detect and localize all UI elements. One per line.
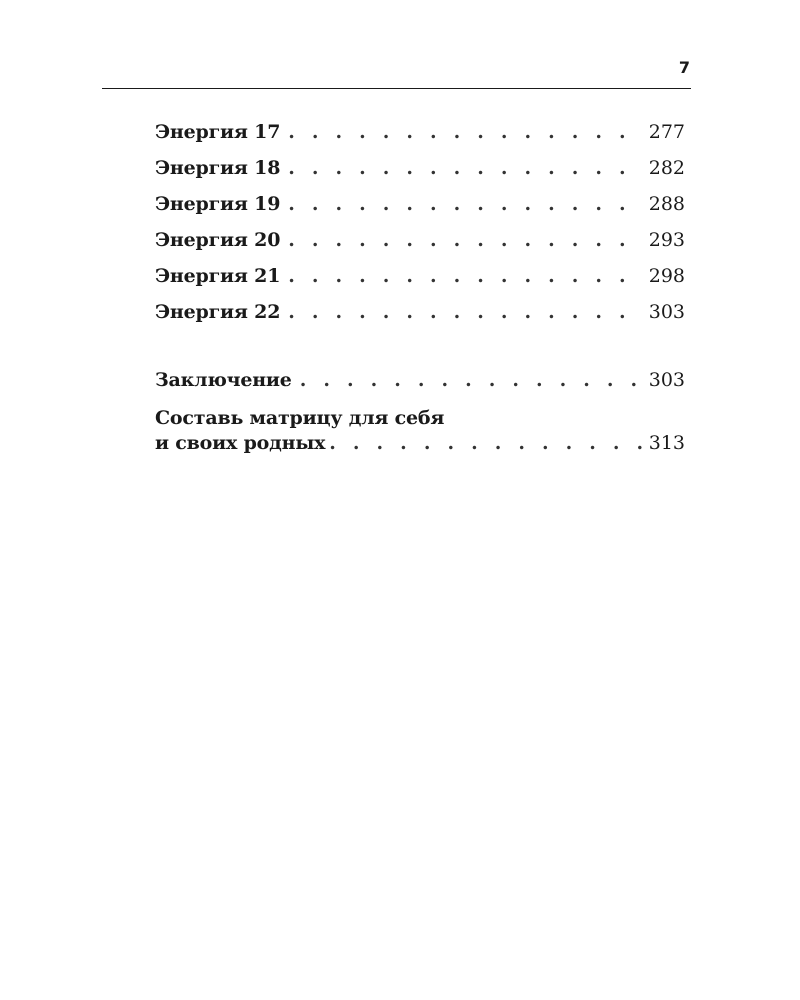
header-rule [102, 88, 691, 89]
toc-entry-line2 [155, 431, 685, 456]
toc-entry-title: Энергия 20 [155, 229, 281, 251]
toc-dot-leader [288, 156, 643, 180]
table-of-contents [155, 120, 685, 456]
toc-entry-title: Энергия 21 [155, 265, 281, 287]
toc-entry[interactable] [155, 264, 685, 300]
toc-entry-page: 303 [648, 369, 685, 391]
toc-dot-leader [288, 228, 643, 252]
toc-dot-leader [300, 368, 643, 392]
toc-dot-leader [288, 192, 643, 216]
toc-entry-title: Энергия 22 [155, 301, 281, 323]
toc-entry-page: 298 [648, 265, 685, 287]
toc-entry-title-line1: Составь матрицу для себя [155, 407, 445, 429]
toc-entry[interactable] [155, 228, 685, 264]
toc-dot-leader [288, 264, 643, 288]
page-number: 7 [678, 58, 690, 77]
toc-entry-title: Заключение [155, 369, 292, 391]
toc-entry-page: 288 [648, 193, 685, 215]
toc-entry[interactable] [155, 156, 685, 192]
toc-entry-title: Энергия 19 [155, 193, 281, 215]
toc-entry-page: 303 [648, 301, 685, 323]
toc-entry-page: 277 [648, 121, 685, 143]
toc-entry-title: Энергия 17 [155, 121, 281, 143]
toc-dot-leader [288, 120, 643, 144]
toc-entry-page: 282 [648, 157, 685, 179]
toc-entry-page: 293 [648, 229, 685, 251]
toc-entry-conclusion[interactable] [155, 368, 685, 404]
toc-entry-title: Энергия 18 [155, 157, 281, 179]
toc-entry-page: 313 [648, 432, 685, 454]
toc-entry[interactable] [155, 192, 685, 228]
toc-entry-multiline[interactable] [155, 406, 685, 456]
toc-dot-leader [288, 300, 643, 324]
toc-entry[interactable] [155, 120, 685, 156]
toc-entry[interactable] [155, 300, 685, 336]
toc-dot-leader [329, 431, 642, 456]
toc-entry-title-line2: и своих родных [155, 432, 326, 454]
